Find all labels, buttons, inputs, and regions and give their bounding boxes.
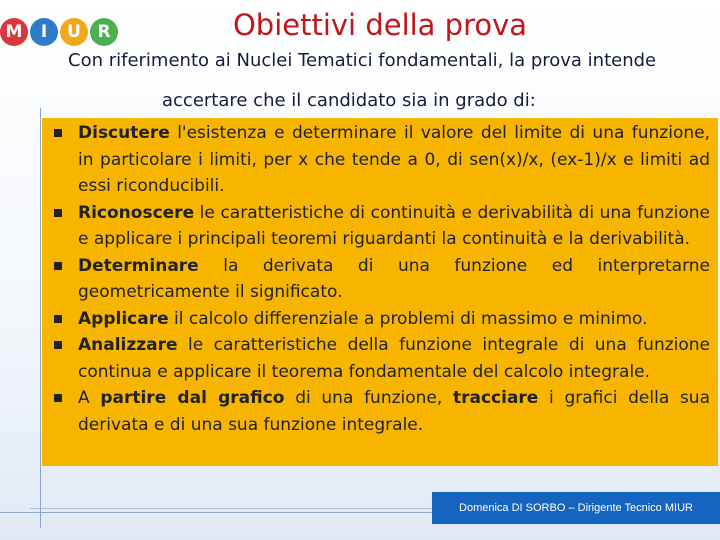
item-verb: tracciare [452, 388, 539, 408]
item-text: A [78, 388, 101, 408]
logo-letter-m: M [0, 18, 28, 46]
item-text: le caratteristiche della funzione integrale di una funzione continua e applicare il teorema fondamentale del calcolo integrale. [78, 335, 710, 382]
item-verb: Discutere [78, 123, 170, 143]
footer-author: Domenica DI SORBO – Dirigente Tecnico MIUR [432, 492, 720, 524]
list-item [52, 253, 710, 306]
list-item [52, 120, 710, 200]
bullet-icon [54, 341, 62, 349]
objectives-list [52, 120, 710, 438]
intro-line-1: Con riferimento ai Nuclei Tematici fondamentali, la prova intende [68, 50, 657, 71]
logo-letter-u: U [60, 18, 88, 46]
item-text: l'esistenza e determinare il valore del limite di una funzione, in particolare i limiti, per x che tende a 0, di sen(x)/x, (ex-1)/x e limiti ad essi riconducibili. [78, 123, 710, 196]
item-verb: Riconoscere [78, 202, 195, 223]
logo-letter-r: R [90, 18, 118, 46]
list-item [52, 332, 710, 385]
bullet-icon [54, 209, 62, 217]
intro-line-2: accertare che il candidato sia in grado di: [162, 90, 536, 111]
slide-title: Obiettivi della prova [232, 8, 528, 42]
list-item [52, 306, 710, 333]
bullet-icon [54, 394, 62, 402]
item-verb: Applicare [78, 308, 169, 329]
list-item [52, 385, 710, 438]
logo-letter-i: I [30, 18, 58, 46]
item-verb: Determinare [78, 255, 199, 276]
item-text: le caratteristiche di continuità e derivabilità di una funzione e applicare i principali teoremi riguardanti la continuità e la derivabilità. [78, 202, 710, 249]
item-text: di una funzione, [284, 388, 453, 408]
item-text: i grafici della sua derivata e di una sua funzione integrale. [78, 388, 710, 435]
divider-vertical [40, 108, 41, 528]
item-verb: partire dal grafico [100, 388, 285, 408]
item-text: la derivata di una funzione ed interpretarne geometricamente il significato. [78, 255, 710, 302]
item-verb: Analizzare [78, 335, 178, 355]
bullet-icon [54, 315, 62, 323]
divider-horizontal-upper [30, 508, 440, 509]
list-item [52, 200, 710, 253]
bullet-icon [54, 262, 62, 270]
bullet-icon [54, 129, 62, 137]
divider-horizontal [0, 512, 440, 513]
item-text: il calcolo differenziale a problemi di massimo e minimo. [168, 308, 648, 329]
